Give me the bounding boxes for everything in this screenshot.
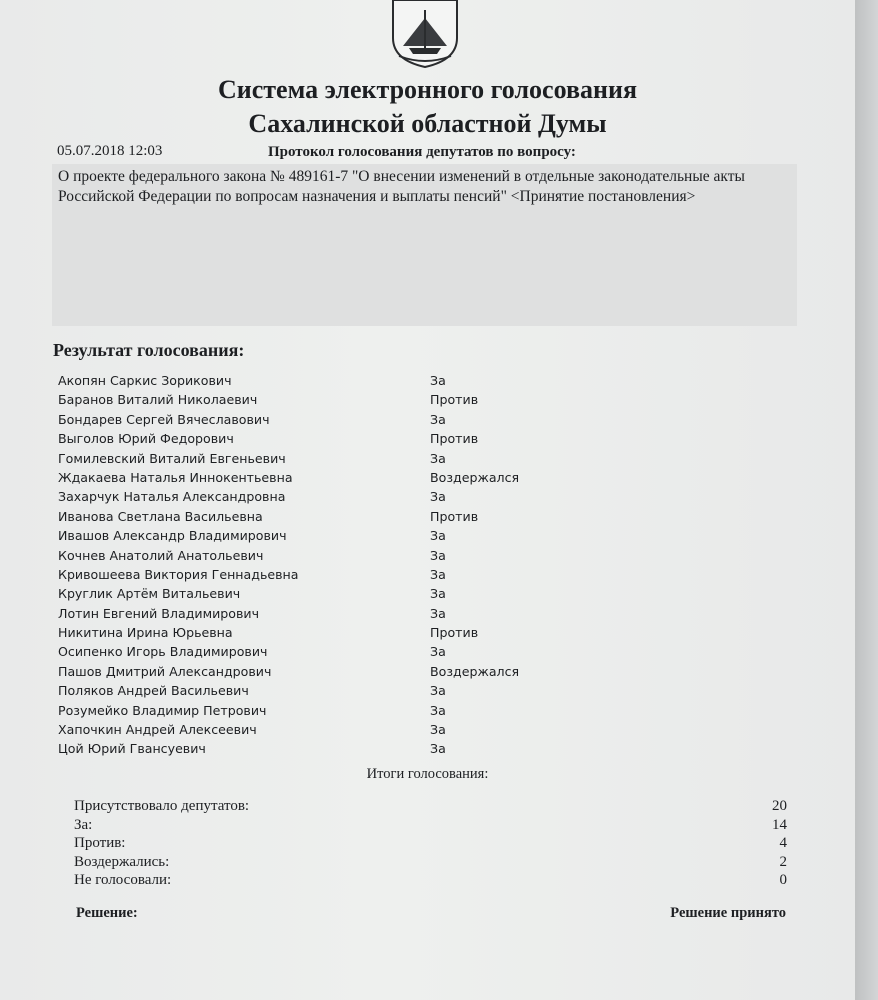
deputy-name: Кривошеева Виктория Геннадьевна [58, 566, 299, 582]
total-for-row [0, 816, 855, 835]
question-box [52, 164, 797, 326]
total-present-label: Присутствовало депутатов: [74, 798, 250, 814]
system-title: Система электронного голосования [217, 75, 638, 104]
coat-of-arms-icon [385, 0, 465, 68]
deputy-name: Ждакаева Наталья Иннокентьевна [58, 469, 293, 485]
deputy-vote: За [430, 586, 446, 602]
total-abstained-value: 2 [779, 854, 787, 870]
deputy-vote: За [430, 489, 446, 505]
vote-row [0, 681, 855, 700]
total-not-voted-value: 0 [779, 872, 787, 888]
vote-row [0, 449, 855, 468]
vote-row [0, 429, 855, 448]
deputy-vote: Против [430, 625, 479, 641]
deputy-name: Кочнев Анатолий Анатольевич [58, 547, 264, 563]
deputy-name: Ивашов Александр Владимирович [58, 528, 287, 544]
vote-row [0, 526, 855, 545]
deputy-name: Поляков Андрей Васильевич [58, 683, 249, 699]
deputy-name: Никитина Ирина Юрьевна [58, 625, 233, 641]
deputy-name: Бондарев Сергей Вячеславович [58, 411, 270, 427]
total-against-label: Против: [74, 835, 126, 851]
deputy-vote: Воздержался [430, 663, 520, 679]
results-heading: Результат голосования: [53, 340, 245, 360]
duma-title: Сахалинской областной Думы [248, 109, 607, 138]
deputy-vote: За [430, 566, 446, 582]
vote-row [0, 604, 855, 623]
protocol-title: Протокол голосования депутатов по вопросу: [268, 144, 576, 160]
deputy-vote: За [430, 411, 446, 427]
deputy-name: Акопян Саркис Зорикович [58, 373, 232, 388]
totals-heading: Итоги голосования: [366, 766, 489, 782]
total-not-voted-row [0, 871, 855, 890]
vote-row [0, 487, 855, 506]
total-for-label: За: [74, 817, 93, 833]
vote-row [0, 507, 855, 526]
deputy-name: Баранов Виталий Николаевич [58, 392, 258, 408]
deputy-name: Иванова Светлана Васильевна [58, 508, 263, 524]
vote-row [0, 720, 855, 739]
deputy-vote: Воздержался [430, 469, 520, 485]
vote-row [0, 565, 855, 584]
vote-row [0, 546, 855, 565]
deputy-vote: За [430, 547, 446, 563]
total-against-row [0, 834, 855, 853]
deputy-vote: За [430, 605, 446, 621]
deputy-vote: За [430, 450, 446, 466]
deputy-vote: За [430, 741, 446, 757]
deputy-name: Осипенко Игорь Владимирович [58, 644, 268, 660]
deputy-vote: За [430, 644, 446, 660]
vote-row [0, 371, 855, 390]
deputy-vote: За [430, 722, 446, 738]
page-edge [855, 0, 878, 1000]
vote-row [0, 662, 855, 681]
total-abstained-row [0, 853, 855, 872]
total-not-voted-label: Не голосовали: [74, 872, 172, 888]
deputy-vote: За [430, 683, 446, 699]
total-abstained-label: Воздержались: [74, 854, 170, 870]
deputy-name: Пашов Дмитрий Александрович [58, 663, 272, 679]
deputy-name: Розумейко Владимир Петрович [58, 702, 267, 718]
deputy-name: Хапочкин Андрей Алексеевич [58, 722, 257, 738]
deputy-name: Захарчук Наталья Александровна [58, 489, 286, 505]
deputy-name: Лотин Евгений Владимирович [58, 605, 260, 621]
decision-value: Решение принято [670, 905, 786, 921]
decision-label: Решение: [76, 905, 138, 921]
total-present-row [0, 797, 855, 816]
deputy-vote: За [430, 528, 446, 544]
deputy-name: Круглик Артём Витальевич [58, 586, 241, 602]
vote-row [0, 584, 855, 603]
deputy-vote: Против [430, 508, 479, 524]
deputy-name: Цой Юрий Гвансуевич [58, 741, 206, 757]
vote-row [0, 468, 855, 487]
deputy-name: Гомилевский Виталий Евгеньевич [58, 450, 286, 466]
deputy-vote: Против [430, 431, 479, 447]
vote-row [0, 623, 855, 642]
total-for-value: 14 [772, 817, 787, 833]
vote-row [0, 390, 855, 409]
vote-row [0, 701, 855, 720]
deputy-vote: За [430, 373, 446, 388]
deputy-vote: Против [430, 392, 479, 408]
deputy-name: Выголов Юрий Федорович [58, 431, 234, 447]
total-against-value: 4 [779, 835, 787, 851]
total-present-value: 20 [772, 798, 787, 814]
vote-row [0, 410, 855, 429]
question-line: О проекте федерального закона № 489161-7 "О внесении изменений в отдельные законодательные акты [58, 168, 745, 185]
protocol-datetime: 05.07.2018 12:03 [57, 143, 163, 159]
question-line: Российской Федерации по вопросам назначения и выплаты пенсий" <Принятие постановления> [58, 188, 696, 205]
votes-list [0, 371, 855, 759]
vote-row [0, 642, 855, 661]
vote-row [0, 739, 855, 758]
deputy-vote: За [430, 702, 446, 718]
